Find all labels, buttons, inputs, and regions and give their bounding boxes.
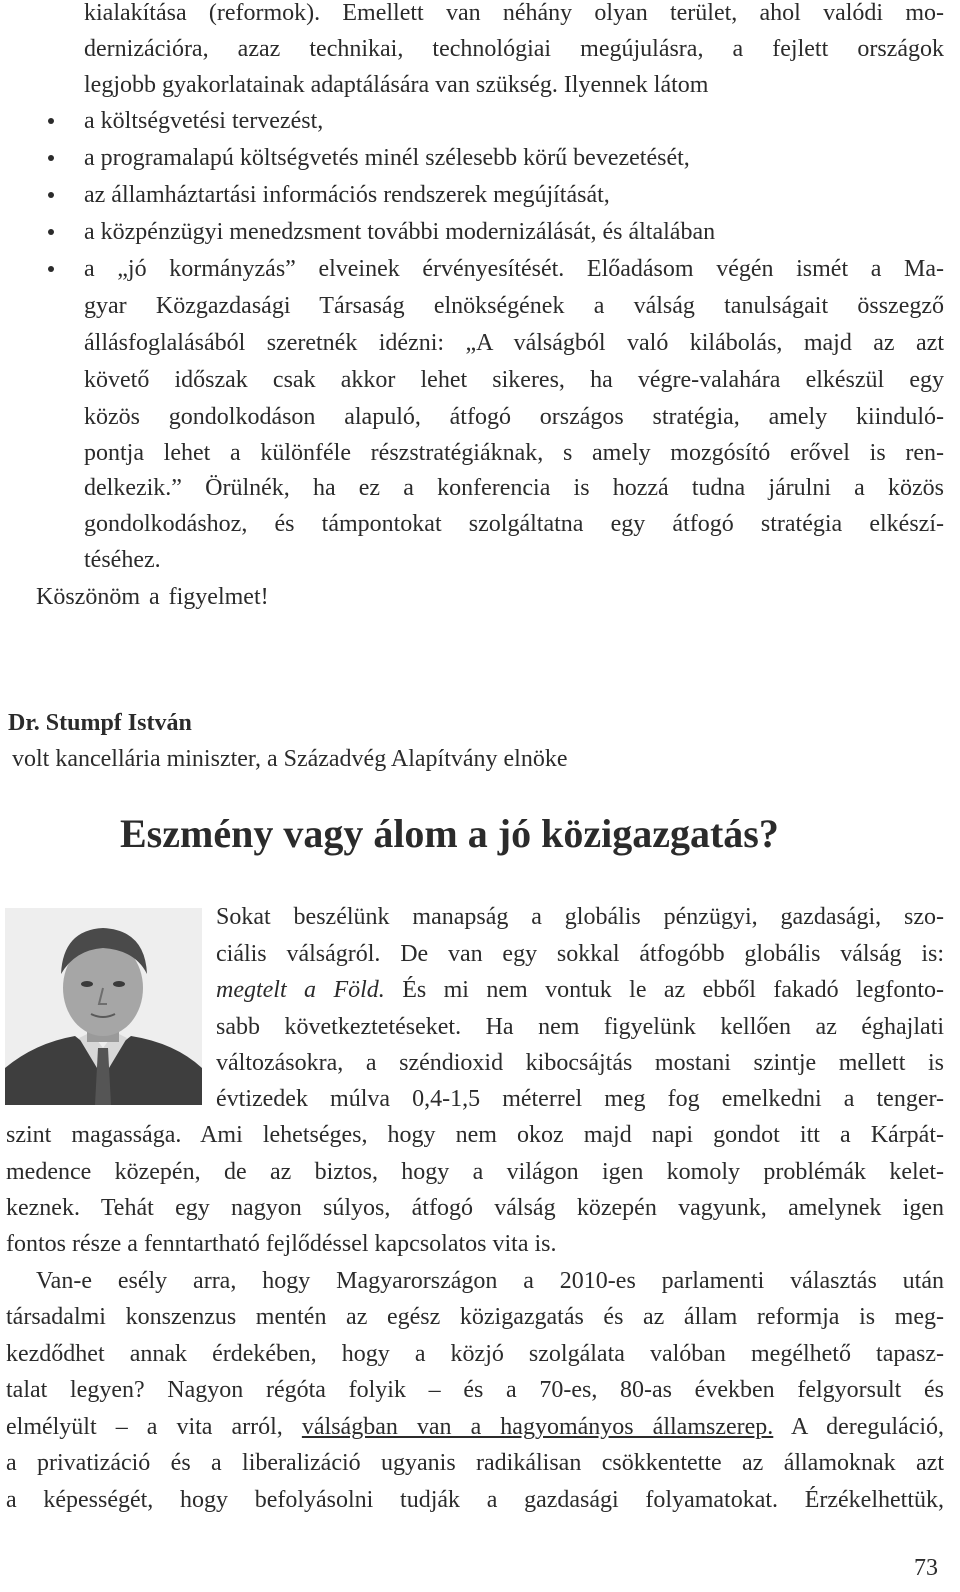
body-line: állásfoglalásából szeretnék idézni: „A válságból való kilábolás, majd az azt (84, 330, 944, 356)
body-line: pontja lehet a különféle részstratégiáknak, s amely mozgósító erővel is ren- (84, 440, 944, 466)
italic-phrase: megtelt a Föld. (216, 977, 385, 1003)
body-line: kialakítása (reformok). Emellett van néhány olyan terület, ahol valódi mo- (84, 0, 944, 26)
closing-line: Köszönöm a figyelmet! (36, 584, 269, 610)
bullet-icon (48, 266, 54, 272)
body-line: talat legyen? Nagyon régóta folyik – és a 70-es, 80-as években felgyorsult és (6, 1377, 944, 1403)
bullet-text: a közpénzügyi menedzsment további modernizálását, és általában (84, 219, 716, 245)
body-line (6, 1410, 944, 1444)
body-line: közös gondolkodáson alapuló, átfogó országos stratégia, amely kiinduló- (84, 404, 944, 430)
body-line: a privatizáció és a liberalizáció ugyanis radikálisan csökkentette az államoknak azt (6, 1450, 944, 1476)
bullet-icon (48, 229, 54, 235)
body-line: a képességét, hogy befolyásolni tudják a gazdasági folyamatokat. Érzékelhettük, (6, 1487, 944, 1513)
body-line: fontos része a fenntartható fejlődéssel kapcsolatos vita is. (6, 1231, 557, 1257)
bullet-icon (48, 155, 54, 161)
body-line: téséhez. (84, 547, 161, 573)
bullet-icon (48, 118, 54, 124)
body-line: keznek. Tehát egy nagyon súlyos, átfogó válság közepén vagyunk, amelynek igen (6, 1195, 944, 1221)
bullet-text: a költségvetési tervezést, (84, 108, 324, 134)
page-number: 73 (914, 1555, 938, 1581)
body-line: Van-e esély arra, hogy Magyarországon a 2010-es parlamenti választás után (36, 1268, 944, 1294)
author-title: volt kancellária miniszter, a Századvég Alapítvány elnöke (12, 746, 568, 772)
body-line: gondolkodáshoz, és támpontokat szolgáltatna egy átfogó stratégia elkészí- (84, 511, 944, 537)
body-line: szint magassága. Ami lehetséges, hogy nem okoz majd napi gondot itt a Kárpát- (6, 1122, 944, 1148)
body-line: dernizációra, azaz technikai, technológiai megújulásra, a fejlett országok (84, 36, 944, 62)
bullet-text: a programalapú költségvetés minél szélesebb körű bevezetését, (84, 145, 690, 171)
body-line: medence közepén, de az biztos, hogy a világon igen komoly problémák kelet- (6, 1159, 944, 1185)
body-line: kezdődhet annak érdekében, hogy a közjó szolgálata valóban megélhető tapasz- (6, 1341, 944, 1367)
body-line: követő időszak csak akkor lehet sikeres, ha végre-valahára elkészül egy (84, 367, 944, 393)
line-rest: És mi nem vontuk le az ebből fakadó legfonto- (384, 977, 945, 1003)
body-line: gyar Közgazdasági Társaság elnökségének a válság tanulságait összegző (84, 293, 944, 319)
bullet-text: a „jó kormányzás” elveinek érvényesítését. Előadásom végén ismét a Ma- (84, 256, 944, 282)
body-line: sabb következtetéseket. Ha nem figyelünk kellően az éghajlati (216, 1014, 944, 1040)
body-line: változásokra, a széndioxid kibocsájtás mostani szintje mellett is (216, 1050, 944, 1076)
body-line: ciális válságról. De van egy sokkal átfogóbb globális válság is: (216, 941, 944, 967)
body-line (216, 973, 944, 1007)
body-line: legjobb gyakorlatainak adaptálására van szükség. Ilyennek látom (84, 72, 709, 98)
line-start: elmélyült – a vita arról, (6, 1414, 302, 1440)
underlined-phrase: válságban van a hagyományos államszerep. (301, 1414, 774, 1440)
body-line: társadalmi konszenzus mentén az egész közigazgatás és az állam reformja is meg- (6, 1304, 944, 1330)
bullet-icon (48, 192, 54, 198)
article-heading: Eszmény vagy álom a jó közigazgatás? (120, 811, 779, 856)
author-photo (5, 908, 202, 1105)
body-line: delkezik.” Örülnék, ha ez a konferencia is hozzá tudna járulni a közös (84, 475, 944, 501)
bullet-text: az államháztartási információs rendszerek megújítását, (84, 182, 610, 208)
body-line: Sokat beszélünk manapság a globális pénzügyi, gazdasági, szo- (216, 904, 944, 930)
body-line: évtizedek múlva 0,4-1,5 méterrel meg fog emelkedni a tenger- (216, 1086, 944, 1112)
line-end: A dereguláció, (773, 1414, 945, 1440)
author-name: Dr. Stumpf István (8, 710, 192, 736)
